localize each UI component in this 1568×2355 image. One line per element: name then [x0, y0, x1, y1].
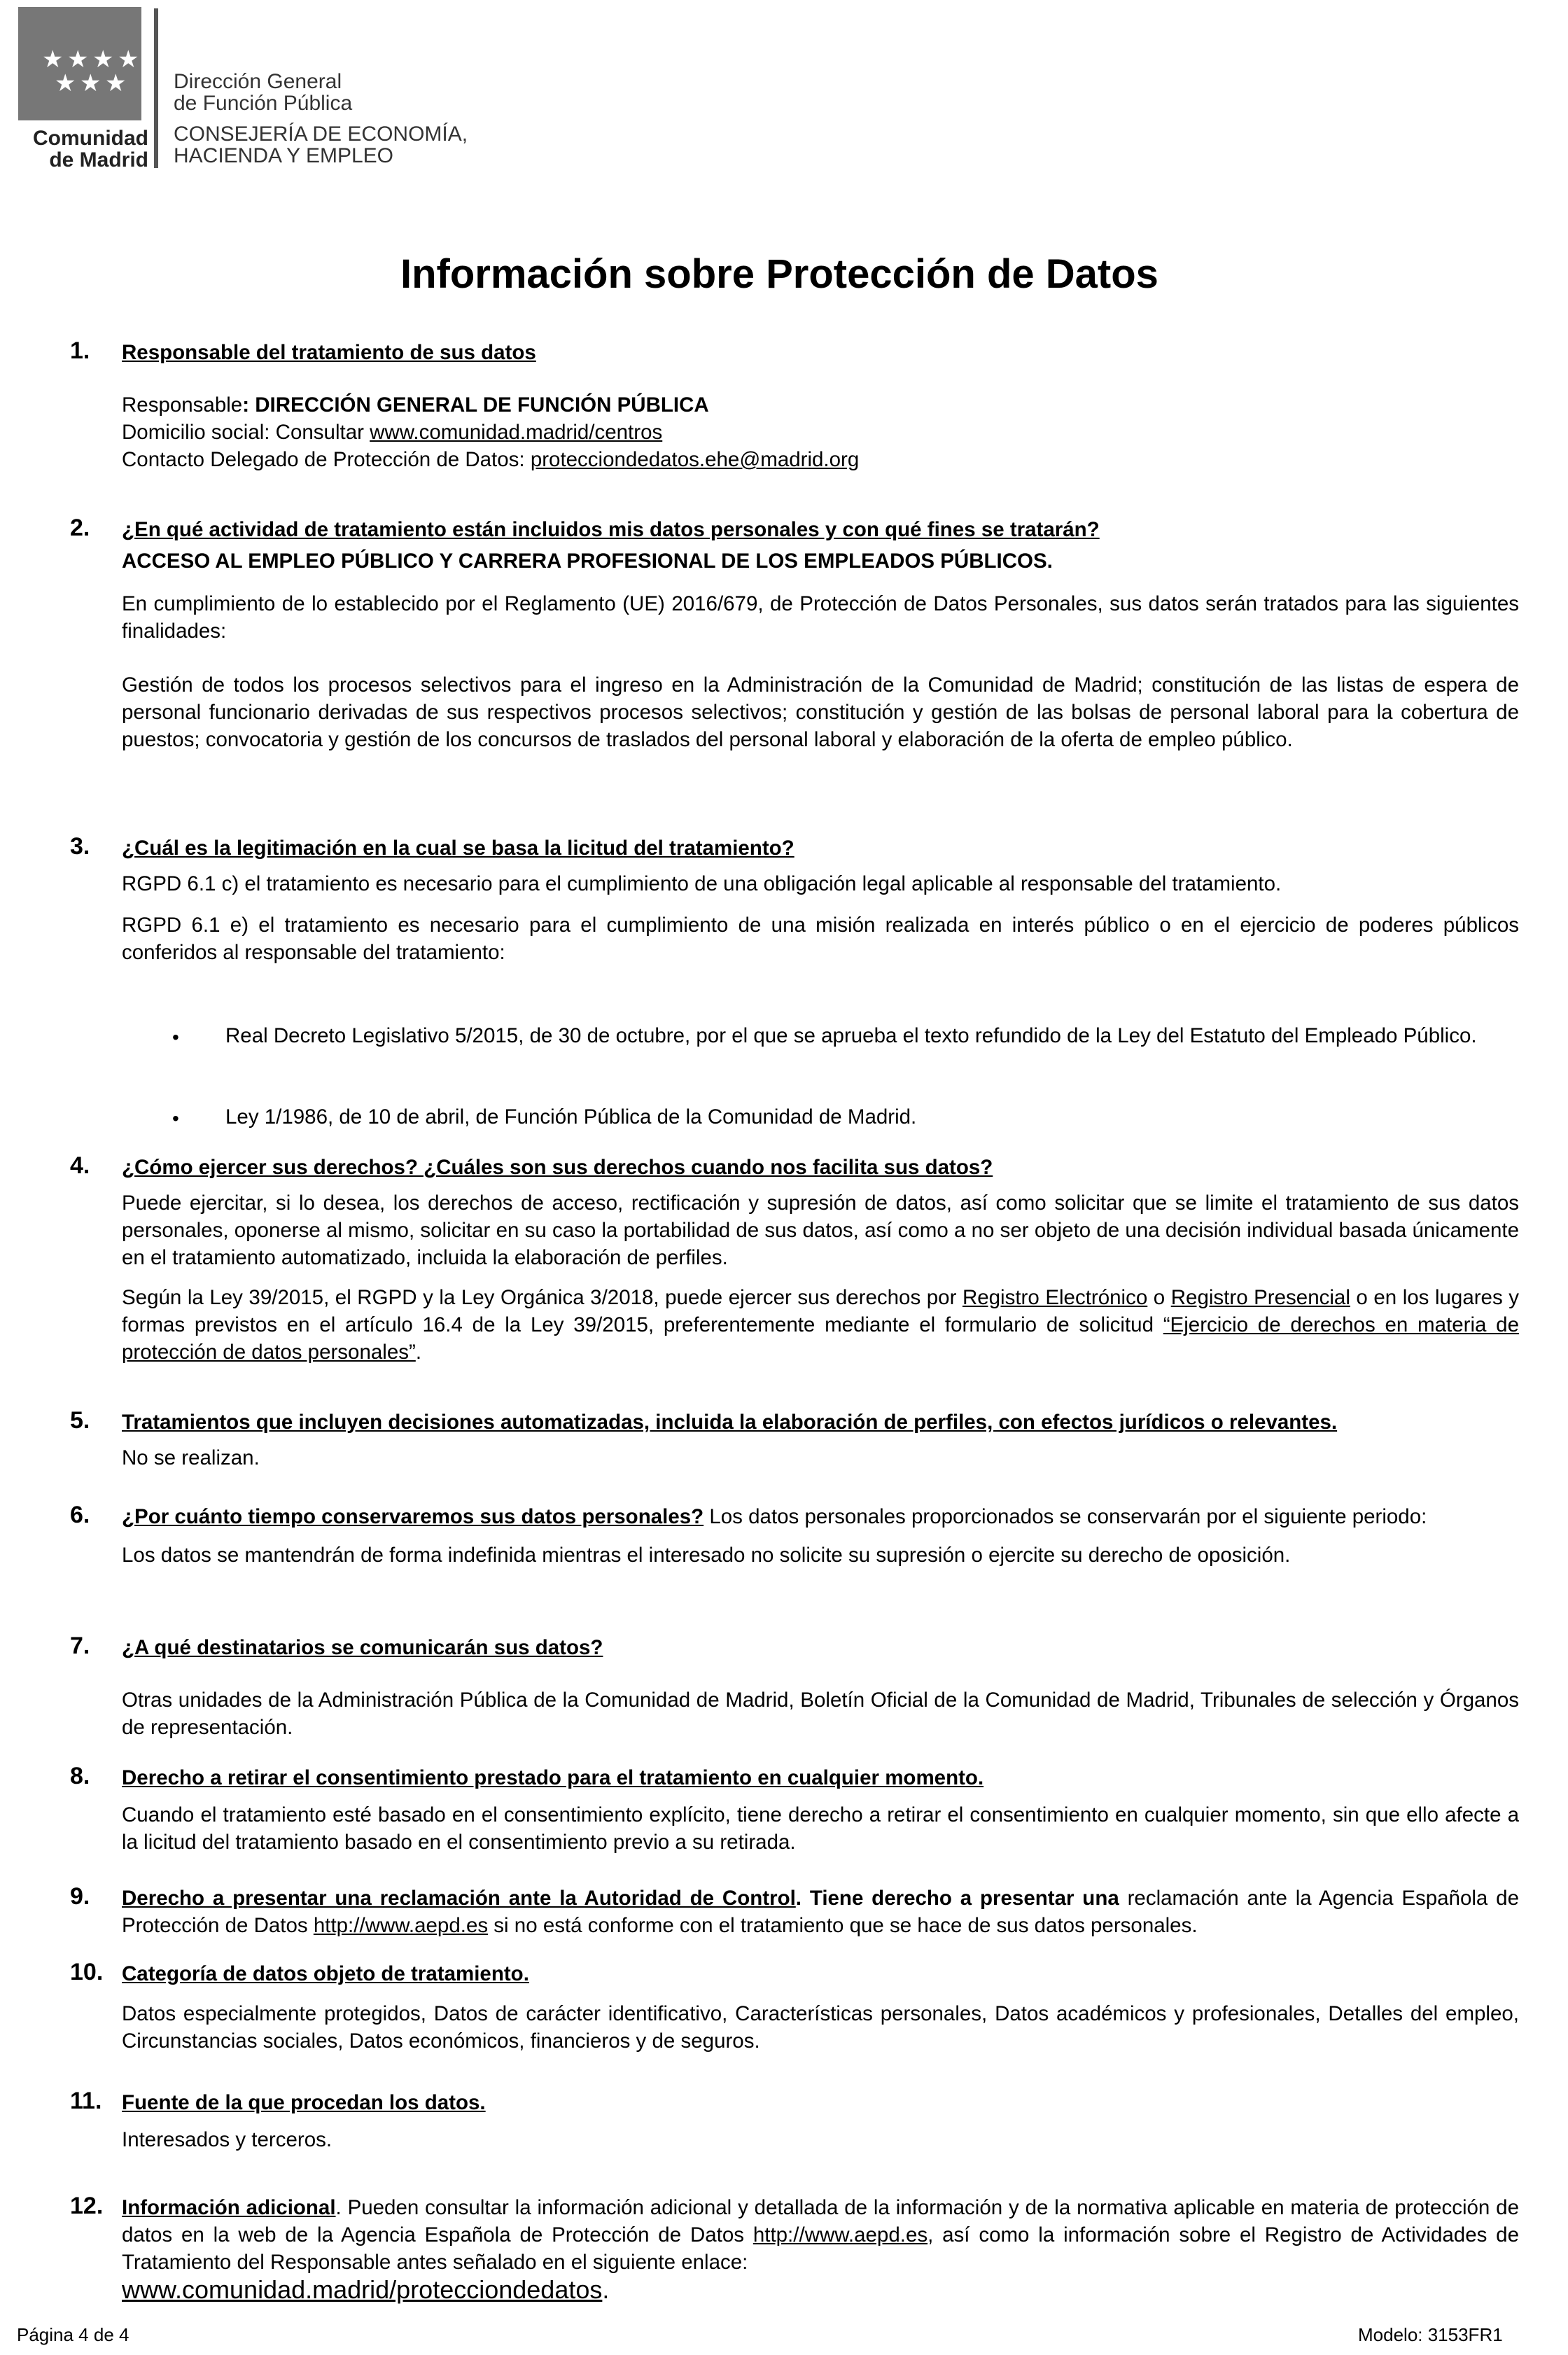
- paragraph-text: . Pueden consultar la información adicional y detallada de la información y de la normativa aplicable en materia de protección de datos en la web de la Agencia Española de Protección de Datos: [122, 2196, 1519, 2246]
- page-title: Información sobre Protección de Datos: [400, 251, 1158, 297]
- bullet-icon: •: [172, 1026, 179, 1048]
- bullet-icon: •: [172, 1107, 179, 1129]
- section-heading: Derecho a presentar una reclamación ante la Autoridad de Control: [122, 1887, 796, 1910]
- star-icon: ★: [105, 70, 127, 97]
- legal-bullet: Ley 1/1986, de 10 de abril, de Función Pública de la Comunidad de Madrid.: [225, 1105, 917, 1128]
- section-number: 10.: [70, 1959, 104, 1985]
- star-icon: ★: [67, 46, 89, 73]
- section-number: 12.: [70, 2193, 104, 2219]
- section-heading: ¿Cómo ejercer sus derechos? ¿Cuáles son sus derechos cuando nos facilita sus datos?: [122, 1156, 993, 1179]
- aepd-link[interactable]: http://www.aepd.es: [313, 1914, 489, 1937]
- section-number: 2.: [70, 515, 90, 541]
- paragraph-text: o: [1147, 1286, 1171, 1309]
- section-number: 4.: [70, 1152, 90, 1179]
- registro-presencial-link[interactable]: Registro Presencial: [1170, 1286, 1350, 1309]
- section-heading: ¿Por cuánto tiempo conservaremos sus datos personales?: [122, 1505, 704, 1528]
- section-number: 6.: [70, 1502, 90, 1528]
- paragraph: Cuando el tratamiento esté basado en el consentimiento explícito, tiene derecho a retirar el consentimiento en cualquier momento, sin que ello afecte a la licitud del tratamiento basado en el consentimiento previo a su retirada.: [122, 1803, 1519, 1854]
- star-icon: ★: [55, 70, 76, 97]
- star-icon: ★: [42, 46, 64, 73]
- centros-link[interactable]: www.comunidad.madrid/centros: [370, 421, 663, 444]
- dpo-email-link[interactable]: protecciondedatos.ehe@madrid.org: [530, 448, 860, 471]
- section-number: 7.: [70, 1633, 90, 1659]
- aepd-link[interactable]: http://www.aepd.es: [752, 2223, 928, 2246]
- paragraph: Interesados y terceros.: [122, 2128, 332, 2151]
- responsable-label: Responsable: [122, 393, 243, 417]
- activity-name: ACCESO AL EMPLEO PÚBLICO Y CARRERA PROFESIONAL DE LOS EMPLEADOS PÚBLICOS.: [122, 550, 1053, 573]
- proteccion-datos-link[interactable]: www.comunidad.madrid/protecciondedatos: [122, 2275, 603, 2304]
- star-icon: ★: [92, 46, 114, 73]
- domicilio-label: Domicilio social: Consultar: [122, 421, 370, 444]
- paragraph-text: .: [415, 1341, 422, 1364]
- section-number: 3.: [70, 833, 90, 860]
- model-code: Modelo: 3153FR1: [1358, 2324, 1503, 2345]
- section-heading: ¿En qué actividad de tratamiento están incluidos mis datos personales y con qué fines se tratarán?: [122, 518, 1100, 541]
- paragraph: Los datos se mantendrán de forma indefinida mientras el interesado no solicite su supresión o ejercite su derecho de oposición.: [122, 1544, 1291, 1567]
- responsable-value: : DIRECCIÓN GENERAL DE FUNCIÓN PÚBLICA: [242, 393, 709, 417]
- paragraph: En cumplimiento de lo establecido por el Reglamento (UE) 2016/679, de Protección de Datos Personales, sus datos serán tratados para las siguientes finalidades:: [122, 592, 1519, 643]
- paragraph-text: . Tiene derecho a presentar una: [795, 1887, 1119, 1910]
- section-number: 11.: [70, 2088, 102, 2114]
- madrid-flag-logo: [18, 7, 141, 120]
- section-heading: Derecho a retirar el consentimiento prestado para el tratamiento en cualquier momento.: [122, 1766, 984, 1789]
- paragraph: RGPD 6.1 e) el tratamiento es necesario para el cumplimiento de una misión realizada en interés público o en el ejercicio de poderes públicos conferidos al responsable del tratamiento:: [122, 914, 1519, 964]
- section-heading: Categoría de datos objeto de tratamiento.: [122, 1962, 529, 1985]
- contacto-label: Contacto Delegado de Protección de Datos:: [122, 448, 531, 471]
- ejercicio-derechos-link[interactable]: “Ejercicio de derechos en materia de protección de datos personales”: [122, 1313, 1519, 1364]
- registro-electronico-link[interactable]: Registro Electrónico: [962, 1286, 1148, 1309]
- paragraph: No se realizan.: [122, 1446, 260, 1469]
- section-heading: Tratamientos que incluyen decisiones automatizadas, incluida la elaboración de perfiles, con efectos jurídicos o relevantes.: [122, 1411, 1338, 1434]
- direccion-general-label: Dirección General de Función Pública: [174, 70, 353, 115]
- logo-divider: [154, 8, 158, 168]
- paragraph: Otras unidades de la Administración Pública de la Comunidad de Madrid, Boletín Oficial de la Comunidad de Madrid, Tribunales de selección y Órganos de representación.: [122, 1689, 1519, 1739]
- section-number: 9.: [70, 1883, 90, 1910]
- header-logo: [13, 4, 503, 172]
- paragraph: RGPD 6.1 c) el tratamiento es necesario para el cumplimiento de una obligación legal aplicable al responsable del tratamiento.: [122, 872, 1282, 895]
- section-number: 8.: [70, 1763, 90, 1789]
- paragraph-text: , así como la información sobre el Registro de Actividades de Tratamiento del Responsable antes señalado en el siguiente enlace:: [122, 2223, 1519, 2274]
- paragraph-text: Según la Ley 39/2015, el RGPD y la Ley Orgánica 3/2018, puede ejercer sus derechos por: [122, 1286, 962, 1309]
- section-number: 5.: [70, 1407, 90, 1434]
- section-heading: ¿A qué destinatarios se comunicarán sus datos?: [122, 1636, 603, 1659]
- paragraph: Gestión de todos los procesos selectivos para el ingreso en la Administración de la Comunidad de Madrid; constitución de las listas de espera de personal funcionario derivadas de sus respectivos procesos selectivos; constitución y gestión de las bolsas de personal laboral para la cobertura de puestos; convocatoria y gestión de los concursos de traslados del personal laboral y elaboración de la oferta de empleo público.: [122, 673, 1519, 751]
- section-number: 1.: [70, 337, 90, 364]
- section-heading: ¿Cuál es la legitimación en la cual se basa la licitud del tratamiento?: [122, 837, 794, 860]
- logo-name: Comunidad de Madrid: [33, 127, 148, 172]
- page-number: Página 4 de 4: [17, 2324, 130, 2345]
- paragraph-text: .: [602, 2275, 610, 2304]
- star-icon: ★: [118, 46, 139, 73]
- paragraph-text: reclamación ante la Agencia Española de Protección de Datos: [122, 1887, 1519, 1937]
- legal-bullet: Real Decreto Legislativo 5/2015, de 30 de octubre, por el que se aprueba el texto refundido de la Ley del Estatuto del Empleado Público.: [225, 1024, 1477, 1047]
- section-heading: Fuente de la que procedan los datos.: [122, 2091, 486, 2114]
- section-heading: Información adicional: [122, 2196, 336, 2219]
- paragraph: Puede ejercitar, si lo desea, los derechos de acceso, rectificación y supresión de datos, así como solicitar que se limite el tratamiento de sus datos personales, oponerse al mismo, solicitar en su caso la portabilidad de sus datos, así como a no ser objeto de una decisión individual basada únicamente en el tratamiento automatizado, incluida la elaboración de perfiles.: [122, 1192, 1519, 1269]
- star-icon: ★: [80, 70, 102, 97]
- consejeria-label: CONSEJERÍA DE ECONOMÍA, HACIENDA Y EMPLEO: [174, 123, 468, 167]
- paragraph-text: si no está conforme con el tratamiento que se hace de sus datos personales.: [488, 1914, 1198, 1937]
- paragraph: Datos especialmente protegidos, Datos de carácter identificativo, Características personales, Datos académicos y profesionales, Detalles del empleo, Circunstancias sociales, Datos económicos, financieros y de seguros.: [122, 2002, 1519, 2053]
- paragraph-text: Los datos personales proporcionados se conservarán por el siguiente periodo:: [704, 1505, 1427, 1528]
- section-heading: Responsable del tratamiento de sus datos: [122, 341, 536, 364]
- paragraph-text: o en los lugares y formas previstos en el artículo 16.4 de la Ley 39/2015, preferentemente mediante el formulario de solicitud: [122, 1286, 1519, 1336]
